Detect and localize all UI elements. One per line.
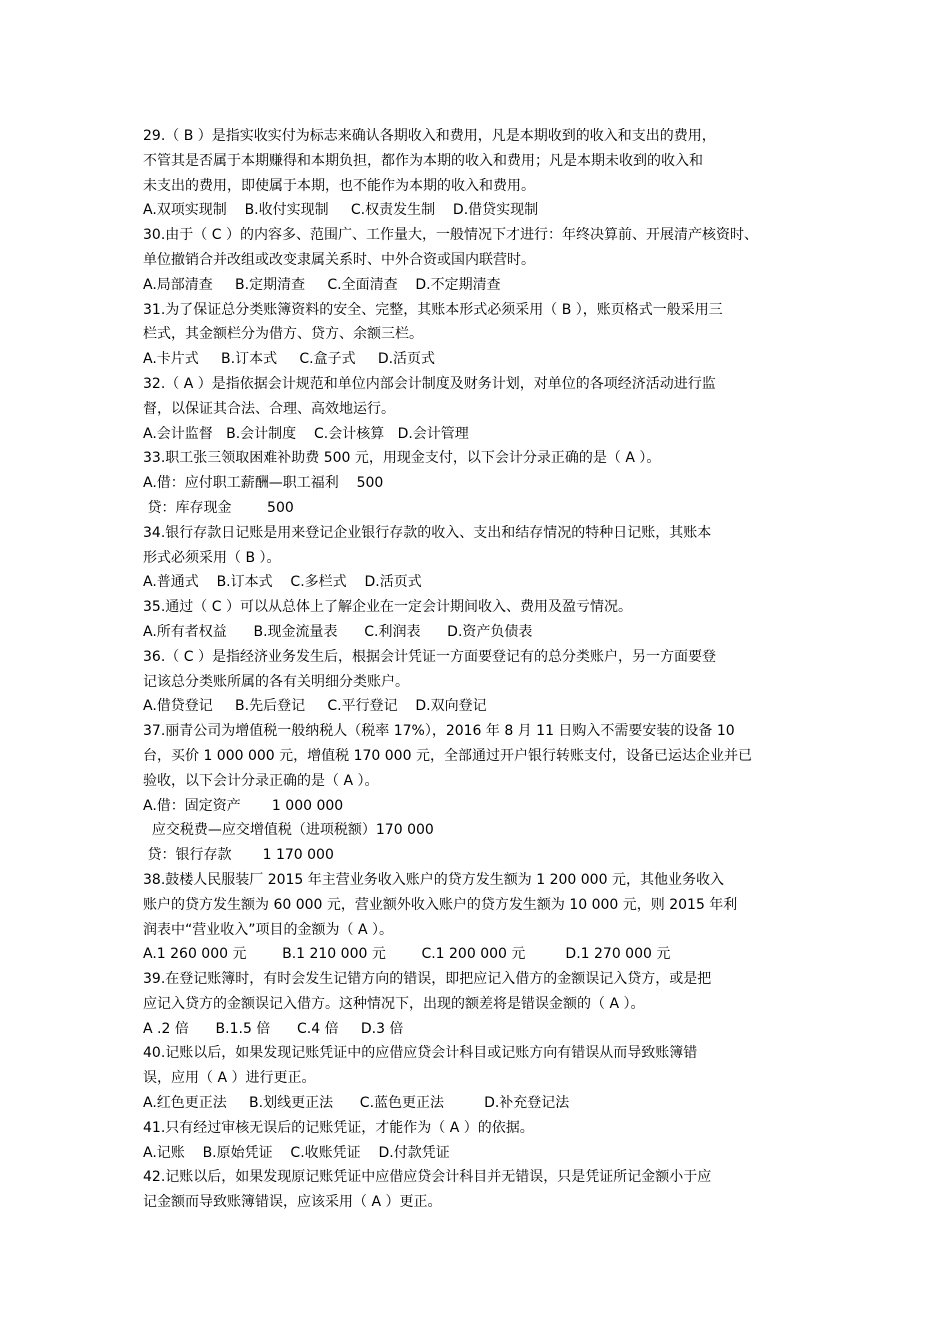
text-line: A.会计监督 B.会计制度 C.会计核算 D.会计管理 — [143, 425, 469, 442]
text-line: 督，以保证其合法、合理、高效地运行。 — [143, 400, 395, 417]
text-line: 32.（ A ）是指依据会计规范和单位内部会计制度及财务计划，对单位的各项经济活动进行监 — [143, 375, 716, 392]
text-line: 33.职工张三领取困难补助费 500 元，用现金支付，以下会计分录正确的是（ A ）。 — [143, 450, 661, 467]
text-line: 42.记账以后，如果发现原记账凭证中应借应贷会计科目并无错误，只是凭证所记金额小于应 — [143, 1169, 712, 1186]
text-line: 39.在登记账簿时，有时会发生记错方向的错误，即把应记入借方的金额误记入贷方，或是把 — [143, 971, 712, 988]
text-line: A .2 倍 B.1.5 倍 C.4 倍 D.3 倍 — [143, 1020, 404, 1037]
text-line: A.记账 B.原始凭证 C.收账凭证 D.付款凭证 — [143, 1144, 450, 1161]
text-line: A.卡片式 B.订本式 C.盒子式 D.活页式 — [143, 351, 436, 368]
text-line: 形式必须采用（ B ）。 — [143, 549, 281, 566]
text-line: 40.记账以后，如果发现记账凭证中的应借应贷会计科目或记账方向有错误从而导致账簿错 — [143, 1045, 698, 1062]
text-line: A.红色更正法 B.划线更正法 C.蓝色更正法 D.补充登记法 — [143, 1095, 570, 1112]
text-line: 37.丽青公司为增值税一般纳税人（税率 17%），2016 年 8 月 11 日购入不需要安装的设备 10 — [143, 723, 735, 740]
text-line: 29.（ B ）是指实收实付为标志来确认各期收入和费用，凡是本期收到的收入和支出的费用， — [143, 128, 716, 144]
text-line: 应记入贷方的金额误记入借方。这种情况下，出现的额差将是错误金额的（ A ）。 — [143, 995, 645, 1012]
text-line: 41.只有经过审核无误后的记账凭证，才能作为（ A ）的依据。 — [143, 1119, 534, 1136]
text-line: 31.为了保证总分类账簿资料的安全、完整，其账本形式必须采用（ B ），账页格式一般采用三 — [143, 301, 723, 318]
text-line: 单位撤销合并改组或改变隶属关系时、中外合资或国内联营时。 — [143, 251, 535, 268]
text-line: 不管其是否属于本期赚得和本期负担，都作为本期的收入和费用；凡是本期未收到的收入和 — [143, 152, 703, 169]
text-line: 30.由于（ C ）的内容多、范围广、工作量大，一般情况下才进行：年终决算前、开展清产核资时、 — [143, 227, 758, 244]
text-line: A.双项实现制 B.收付实现制 C.权责发生制 D.借贷实现制 — [143, 202, 539, 219]
text-line: 润表中“营业收入”项目的金额为（ A ）。 — [143, 921, 393, 938]
text-line: 38.鼓楼人民服装厂 2015 年主营业务收入账户的贷方发生额为 1 200 000 元，其他业务收入 — [143, 871, 724, 888]
text-line: 记金额而导致账簿错误，应该采用（ A ）更正。 — [143, 1194, 442, 1211]
text-line: A.借贷登记 B.先后登记 C.平行登记 D.双向登记 — [143, 698, 487, 715]
text-line: 账户的贷方发生额为 60 000 元，营业额外收入账户的贷方发生额为 10 000 元，则 2015 年利 — [143, 896, 738, 913]
text-line: 台，买价 1 000 000 元，增值税 170 000 元，全部通过开户银行转账支付，设备已运达企业并已 — [143, 747, 752, 764]
text-line: 35.通过（ C ）可以从总体上了解企业在一定会计期间收入、费用及盈亏情况。 — [143, 599, 632, 616]
text-line: A.借：固定资产 1 000 000 — [143, 797, 344, 814]
text-line: 34.银行存款日记账是用来登记企业银行存款的收入、支出和结存情况的特种日记账，其账本 — [143, 524, 712, 541]
text-line: 贷：库存现金 500 — [143, 499, 294, 516]
text-line: 应交税费—应交增值税（进项税额）170 000 — [143, 822, 434, 839]
text-line: A.局部清查 B.定期清查 C.全面清查 D.不定期清查 — [143, 276, 501, 293]
text-line: A.借：应付职工薪酬—职工福利 500 — [143, 475, 384, 492]
text-line: 未支出的费用，即使属于本期，也不能作为本期的收入和费用。 — [143, 177, 535, 194]
text-line: 误，应用（ A ）进行更正。 — [143, 1070, 316, 1087]
document-page — [143, 124, 813, 1215]
text-line: 记该总分类账所属的各有关明细分类账户。 — [143, 673, 409, 690]
text-line: A.普通式 B.订本式 C.多栏式 D.活页式 — [143, 574, 422, 591]
text-line: 验收，以下会计分录正确的是（ A ）。 — [143, 772, 379, 789]
text-line: 36.（ C ）是指经济业务发生后，根据会计凭证一方面要登记有的总分类账户，另一方面要登 — [143, 648, 716, 665]
text-line: 栏式，其金额栏分为借方、贷方、余额三栏。 — [143, 326, 423, 343]
text-line: A.1 260 000 元 B.1 210 000 元 C.1 200 000 元 D.1 270 000 元 — [143, 946, 671, 963]
text-line: A.所有者权益 B.现金流量表 C.利润表 D.资产负债表 — [143, 623, 533, 640]
text-line: 贷：银行存款 1 170 000 — [143, 847, 334, 864]
